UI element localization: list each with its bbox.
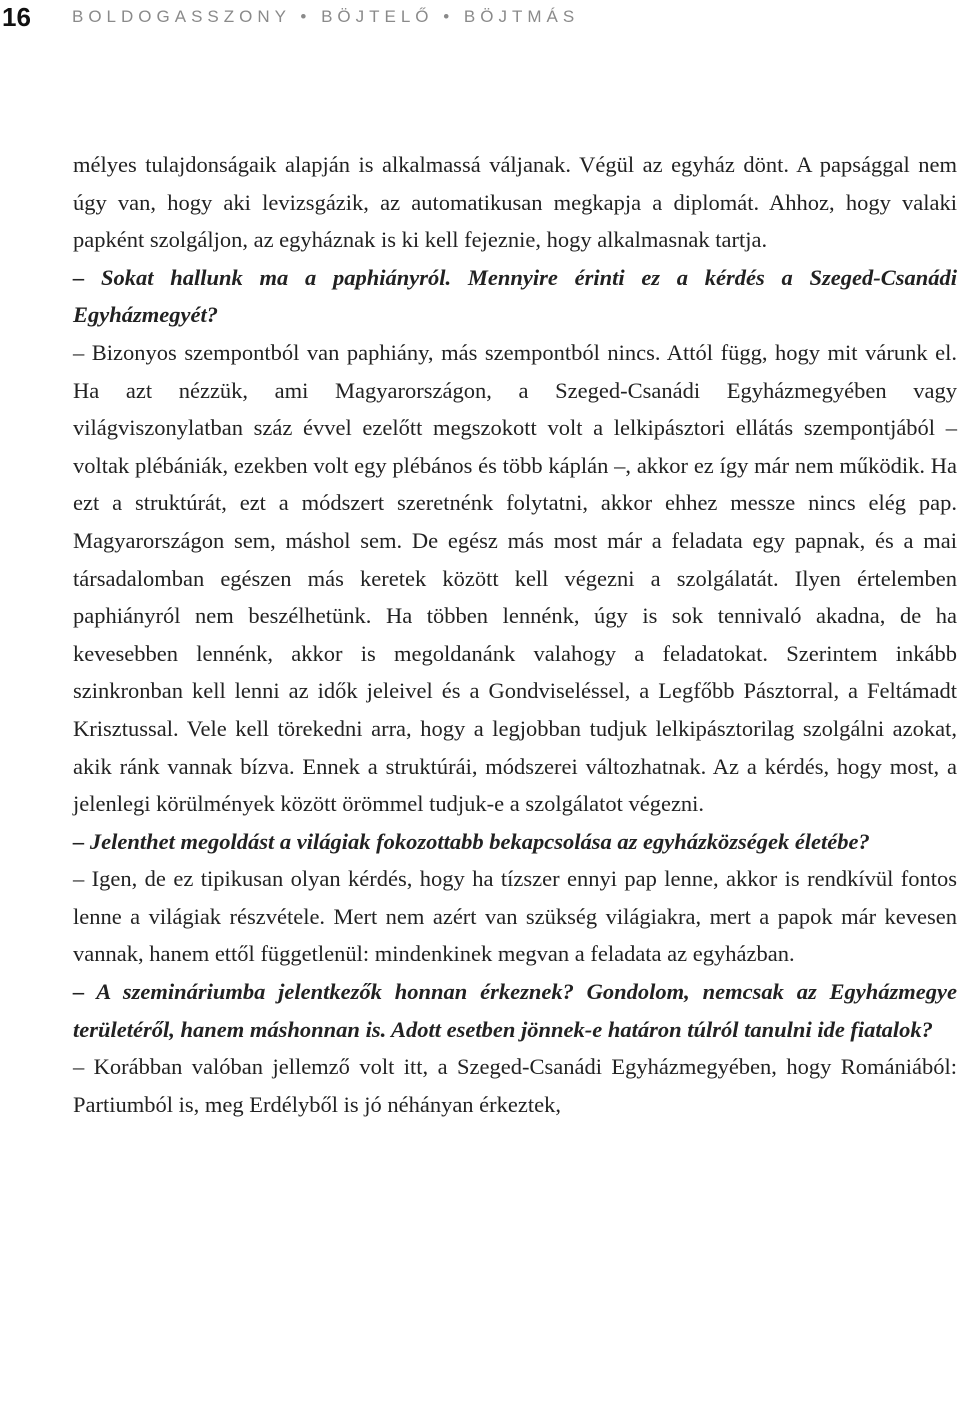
answer-paragraph: – Korábban valóban jellemző volt itt, a Szeged-Csanádi Egyházmegyében, hogy Romániából: Partiumból is, meg Erdélyből is jó néhányan érkeztek, <box>73 1054 957 1117</box>
interview-question: – A szemináriumba jelentkezők honnan érkeznek? Gondolom, nemcsak az Egyházmegye területéről, hanem máshonnan is. Adott esetben jönnek-e határon túlról tanulni ide fiatalok? <box>73 979 957 1042</box>
article-body <box>73 146 957 1123</box>
page-number: 16 <box>2 1 31 32</box>
interview-question: – Sokat hallunk ma a paphiányról. Mennyire érinti ez a kérdés a Szeged-Csanádi Egyházmegyét? <box>73 264 957 328</box>
running-head <box>0 0 960 34</box>
answer-paragraph: mélyes tulajdonságaik alapján is alkalmassá váljanak. Végül az egyház dönt. A papsággal nem úgy van, hogy aki levizsgázik, az automatikusan megkapja a diplomát. Ahhoz, hogy valaki papként szolgáljon, az egyháznak is ki kell fejeznie, hogy alkalmasnak tartja. <box>73 152 957 253</box>
running-title: BOLDOGASSZONY • BÖJTELŐ • BÖJTMÁS <box>72 7 580 26</box>
answer-paragraph: – Igen, de ez tipikusan olyan kérdés, hogy ha tízszer ennyi pap lenne, akkor is rendkívül fontos lenne a világiak részvétele. Mert nem azért van szükség világiakra, mert a papok már kevesen vannak, hanem ettől függetlenül: mindenkinek megvan a feladata az egyházban. <box>73 866 957 967</box>
interview-question: – Jelenthet megoldást a világiak fokozottabb bekapcsolása az egyházközségek életébe? <box>73 828 870 854</box>
answer-paragraph: – Bizonyos szempontból van paphiány, más szempontból nincs. Attól függ, hogy mit várunk el. Ha azt nézzük, ami Magyarországon, a Szeged-Csanádi Egyházmegyében vagy világviszonylatban száz évvel ezelőtt megszokott volt a lelkipásztori ellátás szempontjából – voltak plébániák, ezekben volt egy plébános és több káplán –, akkor ez így már nem működik. Ha ezt a struktúrát, ezt a módszert szeretnénk folytatni, akkor ehhez messze nincs elég pap. Magyarországon sem, máshol sem. De egész más most már a feladata egy papnak, és a mai társadalomban egészen más keretek között kell végezni a szolgálatát. Ilyen értelemben paphiányról nem beszélhetünk. Ha többen lennénk, úgy is sok tennivaló akadna, de ha kevesebben lennénk, akkor is megoldanánk valahogy a feladatokat. Szerintem inkább szinkronban kell lenni az idők jeleivel és a Gondviseléssel, a Legfőbb Pásztorral, a Feltámadt Krisztussal. Vele kell törekedni arra, hogy a legjobban tudjuk lelkipásztorilag szolgálni azokat, akik ránk vannak bízva. Ennek a struktúrái, módszerei változhatnak. Az a kérdés, hogy most, a jelenlegi körülmények között örömmel tudjuk-e a szolgálatot végezni. <box>73 339 957 817</box>
